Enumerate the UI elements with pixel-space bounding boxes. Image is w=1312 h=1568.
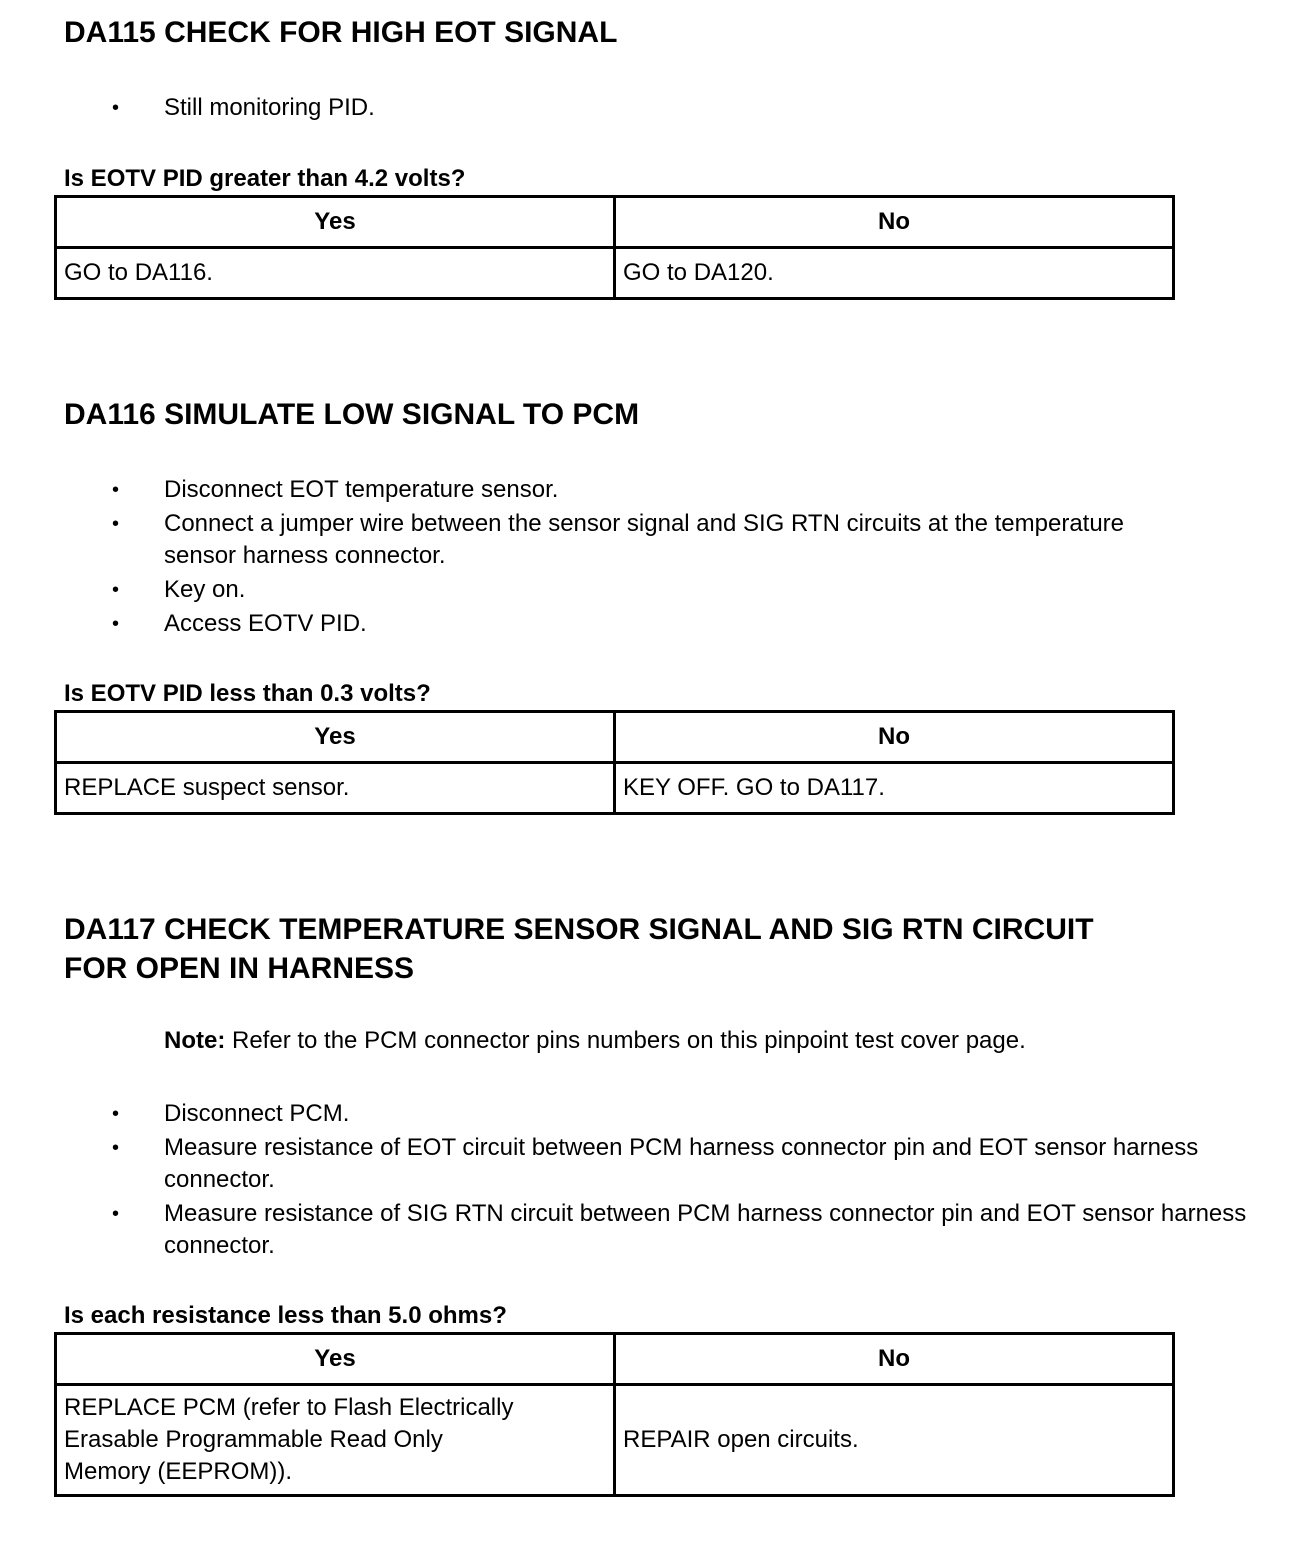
yes-no-table-da117 [54, 1332, 1175, 1497]
heading-da117 [64, 910, 1094, 988]
note-text: Refer to the PCM connector pins numbers on this pinpoint test cover page. [225, 1027, 1026, 1054]
table-header-row [56, 712, 1174, 763]
no-header: No [615, 197, 1174, 248]
yes-action: REPLACE suspect sensor. [56, 763, 615, 814]
no-action: GO to DA120. [615, 248, 1174, 299]
yes-action-line: Erasable Programmable Read Only [64, 1426, 443, 1453]
no-header: No [615, 1334, 1174, 1385]
table-row [56, 248, 1174, 299]
no-header: No [615, 712, 1174, 763]
heading-da116: DA116 SIMULATE LOW SIGNAL TO PCM [64, 398, 640, 431]
no-action: KEY OFF. GO to DA117. [615, 763, 1174, 814]
list-item: • Disconnect EOT temperature sensor. [0, 474, 1180, 506]
table-header-row [56, 197, 1174, 248]
list-item: • Measure resistance of SIG RTN circuit between PCM harness connector pin and EOT sensor harness connector. [0, 1198, 1280, 1262]
bullet-list-da115 [0, 92, 375, 126]
yes-action [56, 1385, 615, 1496]
question-da115: Is EOTV PID greater than 4.2 volts? [64, 165, 466, 192]
yes-action-line: Memory (EEPROM)). [64, 1458, 292, 1485]
heading-da115: DA115 CHECK FOR HIGH EOT SIGNAL [64, 16, 618, 49]
heading-line: FOR OPEN IN HARNESS [64, 952, 415, 985]
list-item: • Disconnect PCM. [0, 1098, 1280, 1130]
yes-header: Yes [56, 197, 615, 248]
yes-header: Yes [56, 1334, 615, 1385]
note-label: Note: [164, 1027, 226, 1054]
yes-action-line: REPLACE PCM (refer to Flash Electrically [64, 1394, 514, 1421]
list-item: • Still monitoring PID. [0, 92, 375, 124]
yes-header: Yes [56, 712, 615, 763]
table-header-row [56, 1334, 1174, 1385]
note [164, 1025, 1026, 1057]
list-item: • Connect a jumper wire between the sensor signal and SIG RTN circuits at the temperature sensor harness connector. [0, 508, 1180, 572]
list-item: • Access EOTV PID. [0, 608, 1180, 640]
table-row [56, 763, 1174, 814]
list-item: • Key on. [0, 574, 1180, 606]
no-action: REPAIR open circuits. [615, 1385, 1174, 1496]
bullet-list-da116 [0, 474, 1180, 642]
question-da117: Is each resistance less than 5.0 ohms? [64, 1302, 507, 1329]
question-da116: Is EOTV PID less than 0.3 volts? [64, 680, 431, 707]
table-row [56, 1385, 1174, 1496]
yes-no-table-da115 [54, 195, 1175, 300]
heading-line: DA117 CHECK TEMPERATURE SENSOR SIGNAL AND SIG RTN CIRCUIT [64, 913, 1094, 946]
list-item: • Measure resistance of EOT circuit between PCM harness connector pin and EOT sensor harness connector. [0, 1132, 1280, 1196]
yes-no-table-da116 [54, 710, 1175, 815]
yes-action: GO to DA116. [56, 248, 615, 299]
bullet-list-da117 [0, 1098, 1280, 1264]
